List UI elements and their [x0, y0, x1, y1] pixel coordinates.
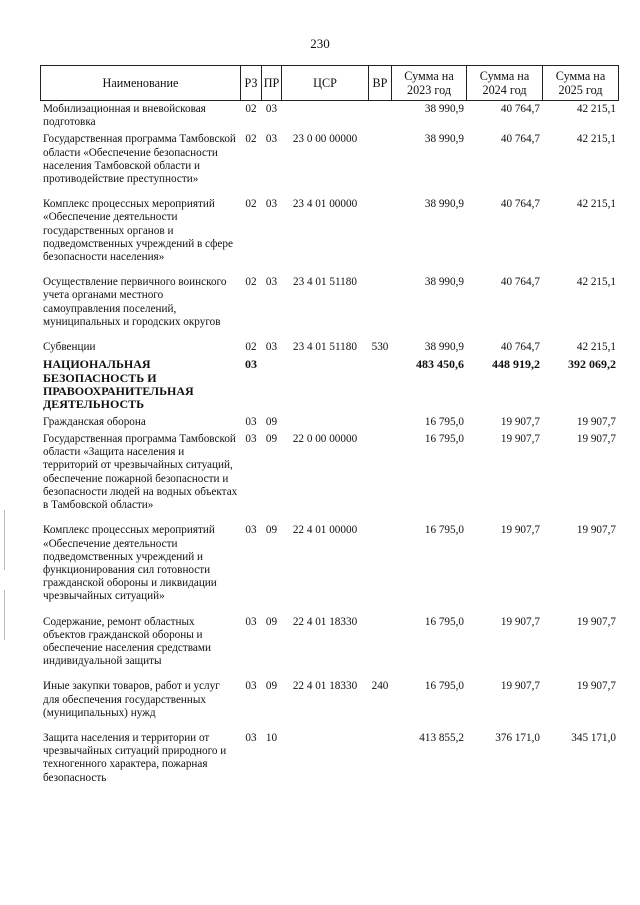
row-name-cell: Гражданская оборона: [43, 415, 146, 428]
header-sum-2023: Сумма на 2023 год: [392, 66, 467, 101]
row-name-cell: Комплекс процессных мероприятий «Обеспечение деятельности государственных органов и подведомственных учреждений в сфере безопасности населения»: [43, 198, 233, 264]
row-sum-2025-cell: 42 215,1: [576, 276, 616, 289]
row-sum-2024-cell: 448 919,2: [492, 357, 540, 372]
row-sum-2025-cell: 345 171,0: [571, 731, 616, 744]
row-csr-cell: [282, 730, 369, 791]
row-pr-cell: 03: [265, 198, 278, 211]
row-rz-cell: 02: [245, 133, 257, 146]
row-sum-2023-cell: 38 990,9: [424, 133, 464, 146]
header-pr: ПР: [262, 66, 282, 101]
row-sum-2023-cell: 38 990,9: [424, 103, 464, 115]
row-sum-2025-cell: 19 907,7: [576, 524, 616, 537]
row-csr-cell: 23 4 01 51180: [293, 341, 357, 354]
row-sum-2023-cell: 38 990,9: [424, 276, 464, 289]
row-sum-2025-cell: 19 907,7: [576, 680, 616, 693]
row-sum-2025-cell: 42 215,1: [576, 341, 616, 354]
row-sum-2023-cell: 413 855,2: [419, 731, 464, 744]
row-pr-cell: 03: [265, 341, 278, 354]
table-row: [41, 522, 619, 613]
row-sum-2024-cell: 40 764,7: [500, 198, 540, 211]
row-sum-2024-cell: 19 907,7: [500, 415, 540, 428]
row-pr-cell: 09: [265, 680, 278, 693]
row-sum-2024-cell: 40 764,7: [500, 133, 540, 146]
row-name-cell: Осуществление первичного воинского учета органами местного самоуправления поселений, муниципальных и городских округов: [43, 276, 227, 328]
row-name-cell: НАЦИОНАЛЬНАЯ БЕЗОПАСНОСТЬ И ПРАВООХРАНИТЕЛЬНАЯ ДЕЯТЕЛЬНОСТЬ: [43, 357, 194, 412]
row-rz-cell: 02: [245, 276, 257, 289]
row-pr-cell: 10: [265, 731, 278, 744]
row-sum-2025-cell: 19 907,7: [576, 415, 616, 428]
table-row: [41, 614, 619, 679]
row-pr-cell: 03: [265, 103, 278, 115]
row-sum-2024-cell: 19 907,7: [500, 433, 540, 446]
row-vr-cell: [369, 730, 392, 791]
row-rz-cell: 03: [245, 680, 257, 693]
header-name: Наименование: [41, 66, 241, 101]
row-name-cell: Защита населения и территории от чрезвычайных ситуаций природного и техногенного характера, пожарная безопасность: [43, 731, 227, 784]
row-sum-2025-cell: 42 215,1: [576, 103, 616, 115]
row-name-cell: Иные закупки товаров, работ и услуг для обеспечения государственных (муниципальных) нужд: [43, 680, 220, 719]
row-sum-2024-cell: 376 171,0: [495, 731, 540, 744]
row-sum-2023-cell: 16 795,0: [424, 433, 464, 446]
row-csr-cell: 23 0 00 00000: [292, 133, 358, 146]
row-vr-cell: [369, 356, 392, 414]
row-pr-cell: 03: [265, 133, 278, 146]
row-csr-cell: [282, 356, 369, 414]
row-sum-2025-cell: 42 215,1: [576, 133, 616, 146]
row-sum-2024-cell: 19 907,7: [500, 615, 540, 628]
table-row: [41, 196, 619, 274]
row-csr-cell: 22 0 00 00000: [292, 433, 358, 446]
row-rz-cell: 02: [245, 198, 257, 211]
table-row: [41, 414, 619, 431]
row-pr-cell: [262, 356, 282, 414]
row-pr-cell: 09: [265, 415, 278, 428]
row-vr-cell: [369, 431, 392, 522]
page-number: 230: [310, 36, 330, 51]
row-pr-cell: 09: [265, 433, 278, 446]
row-sum-2023-cell: 16 795,0: [424, 415, 464, 428]
row-vr-cell: [369, 101, 392, 132]
row-vr-cell: 240: [371, 680, 389, 693]
row-name-cell: Мобилизационная и вневойсковая подготовка: [43, 103, 206, 129]
row-sum-2023-cell: 16 795,0: [424, 524, 464, 537]
row-rz-cell: 03: [245, 415, 257, 428]
row-csr-cell: 22 4 01 00000: [292, 524, 358, 537]
table-row: [41, 131, 619, 196]
table-row: [41, 339, 619, 356]
header-rz: РЗ: [241, 66, 262, 101]
row-name-cell: Содержание, ремонт областных объектов гражданской обороны и обеспечение населения средствами индивидуальной защиты: [43, 615, 211, 668]
row-name-cell: Комплекс процессных мероприятий «Обеспечение деятельности подведомственных учреждений и функционирования сил готовности гражданской обороны и ликвидации чрезвычайных ситуаций»: [43, 524, 217, 603]
table-header-row: [41, 66, 619, 101]
row-sum-2025-cell: 19 907,7: [576, 433, 616, 446]
row-rz-cell: 03: [245, 357, 257, 372]
row-rz-cell: 03: [245, 524, 257, 537]
row-sum-2023-cell: 16 795,0: [424, 680, 464, 693]
row-sum-2024-cell: 19 907,7: [500, 680, 540, 693]
row-vr-cell: [369, 414, 392, 431]
row-sum-2023-cell: 38 990,9: [424, 198, 464, 211]
row-name-cell: Субвенции: [43, 341, 96, 354]
row-pr-cell: 09: [265, 615, 278, 628]
scan-margin-mark: [4, 590, 5, 640]
header-vr: ВР: [369, 66, 392, 101]
row-rz-cell: 03: [245, 731, 257, 744]
scan-margin-mark: [4, 510, 5, 570]
row-csr-cell: [282, 101, 369, 132]
row-vr-cell: [369, 196, 392, 274]
table-row: [41, 431, 619, 522]
row-sum-2025-cell: 19 907,7: [576, 615, 616, 628]
header-sum-2024: Сумма на 2024 год: [467, 66, 543, 101]
row-sum-2024-cell: 40 764,7: [500, 103, 540, 115]
row-csr-cell: [282, 414, 369, 431]
table-row: [41, 274, 619, 339]
row-rz-cell: 02: [245, 103, 257, 115]
row-rz-cell: 02: [245, 341, 257, 354]
row-vr-cell: 530: [371, 341, 389, 354]
budget-table: [40, 65, 619, 791]
row-rz-cell: 03: [245, 433, 257, 446]
row-sum-2023-cell: 16 795,0: [424, 615, 464, 628]
row-name-cell: Государственная программа Тамбовской области «Защита населения и территорий от чрезвычайных ситуаций, обеспечение пожарной безопасности и безопасности людей на водных объектах в Тамбовской области»: [43, 433, 238, 512]
table-row: [41, 730, 619, 791]
row-vr-cell: [369, 614, 392, 679]
row-csr-cell: 22 4 01 18330: [292, 615, 358, 628]
table-row: [41, 356, 619, 414]
table-row: [41, 678, 619, 730]
row-pr-cell: 09: [265, 524, 278, 537]
row-vr-cell: [369, 131, 392, 196]
table-row: [41, 101, 619, 132]
row-sum-2024-cell: 40 764,7: [500, 276, 540, 289]
row-sum-2023-cell: 38 990,9: [424, 341, 464, 354]
row-csr-cell: 23 4 01 00000: [292, 198, 358, 211]
row-csr-cell: 22 4 01 18330: [292, 680, 358, 693]
row-vr-cell: [369, 522, 392, 613]
row-sum-2024-cell: 40 764,7: [500, 341, 540, 354]
row-rz-cell: 03: [245, 615, 257, 628]
row-sum-2023-cell: 483 450,6: [416, 357, 464, 372]
row-vr-cell: [369, 274, 392, 339]
header-csr: ЦСР: [282, 66, 369, 101]
row-name-cell: Государственная программа Тамбовской области «Обеспечение безопасности населения Тамбовской области и противодействие преступности»: [43, 133, 236, 186]
row-csr-cell: 23 4 01 51180: [293, 276, 357, 289]
row-sum-2025-cell: 392 069,2: [568, 357, 616, 372]
row-pr-cell: 03: [265, 276, 278, 289]
row-sum-2024-cell: 19 907,7: [500, 524, 540, 537]
header-sum-2025: Сумма на 2025 год: [543, 66, 619, 101]
row-sum-2025-cell: 42 215,1: [576, 198, 616, 211]
